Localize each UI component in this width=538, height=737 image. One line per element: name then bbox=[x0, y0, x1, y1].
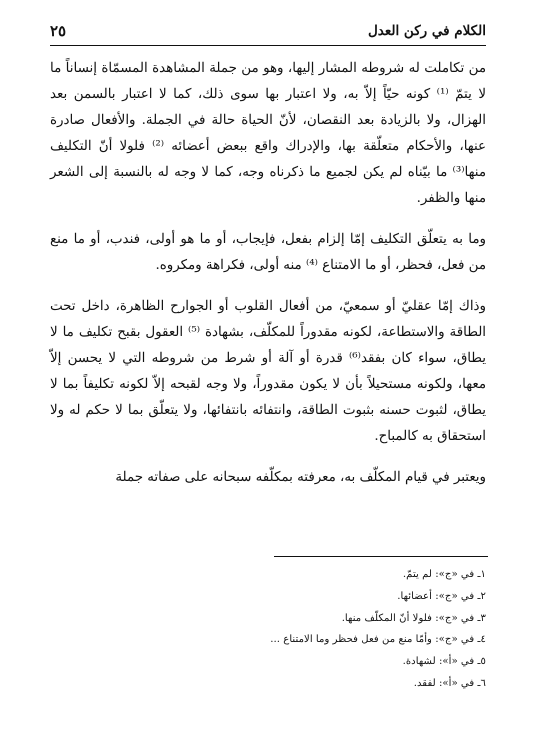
footnote: ٦ـ في «أ»: لفقد. bbox=[413, 677, 486, 689]
paragraph: وما به يتعلّق التكليف إمّا إلزام بفعل، فإيجاب، أو ما هو أولى، فندب، أو ما منع من فعل، فحظر، أو ما الامتناع ⁽⁴⁾ منه أولى، فكراهة ومكروه. bbox=[50, 232, 486, 273]
header-rule bbox=[50, 45, 486, 46]
footnote: ١ـ في «ج»: لم يتمّ. bbox=[402, 569, 486, 580]
main-text bbox=[50, 56, 486, 506]
footnote: ٥ـ في «أ»: لشهادة. bbox=[402, 656, 486, 668]
footnote-rule bbox=[274, 556, 488, 557]
footnote: ٢ـ في «ج»: أعضائها. bbox=[397, 590, 486, 602]
footnotes bbox=[50, 564, 486, 695]
running-title: الكلام في ركن العدل bbox=[367, 23, 486, 39]
footnote: ٤ـ في «ج»: وأمّا منع من فعل فحظر وما الامتناع ... bbox=[270, 634, 486, 646]
page-header bbox=[50, 20, 486, 42]
paragraph: وذاك إمّا عقليّ أو سمعيّ، من أفعال القلوب أو الجوارح الظاهرة، داخل تحت الطاقة والاستطاعة، لكونه مقدوراً للمكلّف، بشهادة ⁽⁵⁾ العقول بقبح تكليف ما لا يطاق، سواء كان بفقد⁽⁶⁾ قدرة أو آلة أو شرط من شروطه التي لا يحسن إلاّ معها، ولكونه مستحيلاً بأن لا يكون مقدوراً، ولا وجه لقبحه إلاّ لكونه تكليفاً بما لا يطاق، لثبوت حسنه بثبوت الطاقة، وانتفائه بانتفائها، ولا يتعلّق بما لا حكم له ولا استحقاق به كالمباح. bbox=[50, 299, 486, 444]
paragraph: من تكاملت له شروطه المشار إليها، وهو من جملة المشاهدة المسمّاة إنساناً ما لا يتمّ ⁽¹⁾ كونه حيّاً إلاّ به، ولا اعتبار بها سوى ذلك، كما لا اعتبار بالسمن بعد الهزال، ولا بالزيادة بعد النقصان، لأنّ الحياة حالة في الجملة. والأفعال صادرة عنها، والأحكام متعلّقة بها، والإدراك واقع ببعض أعضائه ⁽²⁾ فلولا أنّ التكليف منها⁽³⁾ ما بيّناه لم يكن لجميع ما ذكرناه وجه، كما لا وجه له بالنسبة إلى الشعر منها والظفر. bbox=[50, 61, 487, 206]
paragraph: ويعتبر في قيام المكلّف به، معرفته بمكلّفه سبحانه على صفاته جملة bbox=[115, 470, 486, 485]
footnote: ٣ـ في «ج»: فلولا أنّ المكلّف منها. bbox=[341, 612, 486, 624]
page-number: ٢٥ bbox=[50, 22, 67, 40]
